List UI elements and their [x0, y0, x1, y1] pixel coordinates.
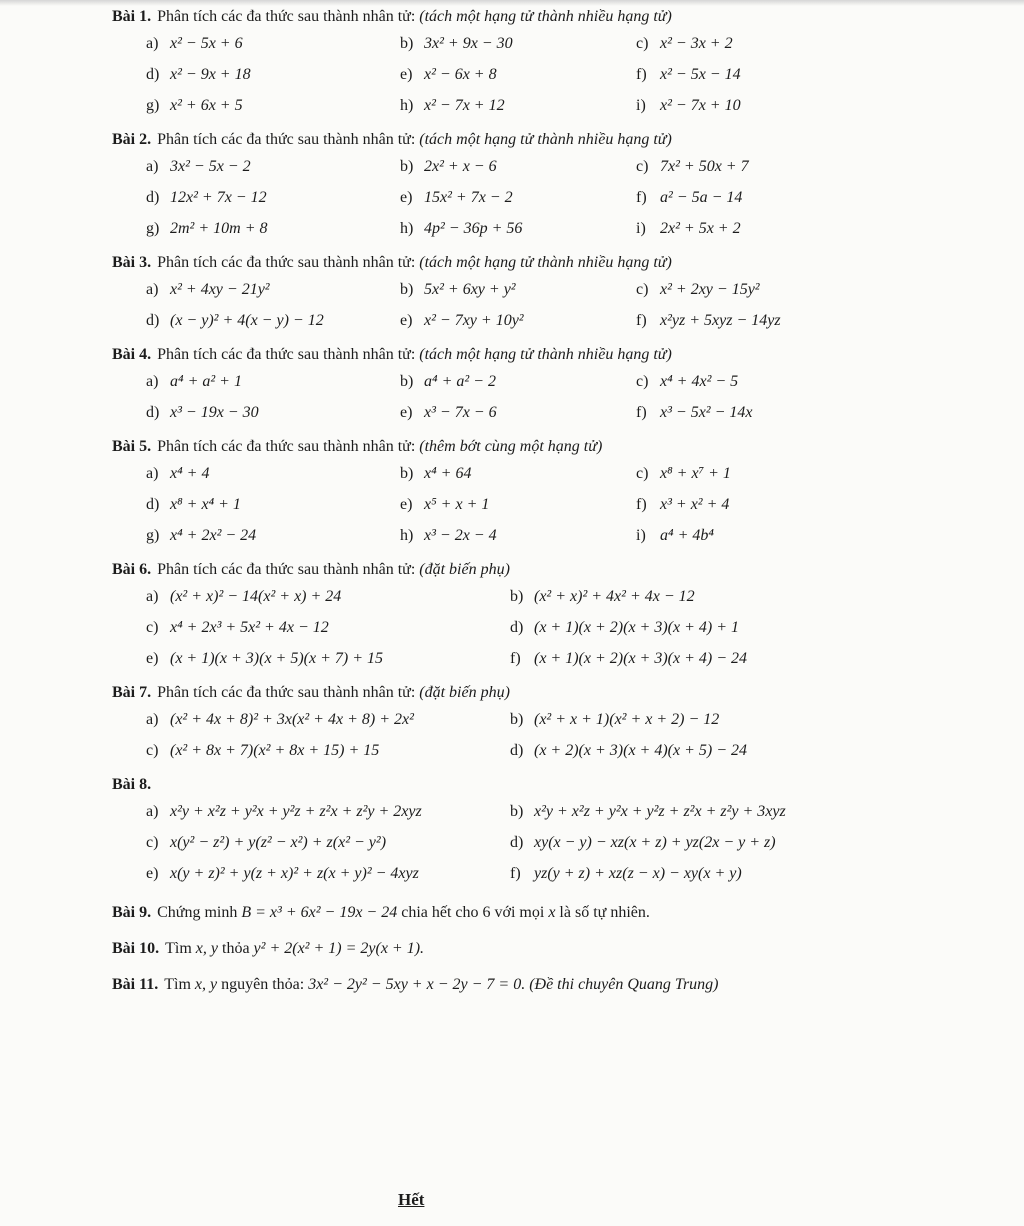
exercise-item	[400, 397, 497, 428]
exercise-label: c)	[146, 834, 159, 851]
exercise-label: g)	[146, 220, 160, 237]
exercise-item	[510, 612, 739, 643]
problem-note: (đặt biến phụ)	[419, 561, 510, 578]
exercise-label: b)	[400, 465, 414, 482]
section-gap	[112, 121, 912, 129]
exercise-label: e)	[400, 496, 413, 513]
exercise-item	[146, 59, 251, 90]
exercise-label: c)	[636, 465, 649, 482]
exercise-label: c)	[146, 742, 159, 759]
exercise-item	[510, 735, 747, 766]
problem-text: chia hết cho 6 với mọi	[397, 904, 549, 921]
exercise-grid	[112, 704, 912, 766]
exercise-expression: a² − 5a − 14	[660, 189, 743, 206]
exercise-row	[112, 643, 912, 674]
exercise-expression: x² − 7x + 10	[660, 97, 741, 114]
problem-instruction: Phân tích các đa thức sau thành nhân tử:	[157, 346, 420, 363]
exercise-item	[400, 182, 513, 213]
exercise-expression: 2x² + x − 6	[424, 158, 497, 175]
exercise-row	[112, 151, 912, 182]
exercise-item	[510, 581, 695, 612]
exercise-label: h)	[400, 527, 414, 544]
exercise-row	[112, 858, 912, 889]
problem-block	[112, 252, 912, 344]
exercise-label: f)	[636, 496, 647, 513]
problem-header	[112, 559, 912, 581]
exercise-expression: (x + 1)(x + 2)(x + 3)(x + 4) + 1	[534, 619, 740, 636]
exercise-item	[146, 458, 209, 489]
problem-text: Tìm	[165, 940, 196, 957]
exercise-item	[146, 827, 386, 858]
exercise-label: g)	[146, 527, 160, 544]
exercise-item	[636, 90, 741, 121]
problem-header	[112, 252, 912, 274]
exercise-label: f)	[636, 404, 647, 421]
exercise-row	[112, 366, 912, 397]
problem-instruction: Phân tích các đa thức sau thành nhân tử:	[157, 254, 420, 271]
exercise-item	[400, 59, 497, 90]
exercise-row	[112, 581, 912, 612]
exercise-expression: x²y + x²z + y²x + y²z + z²x + z²y + 3xyz	[534, 803, 786, 820]
exercise-expression: (x − y)² + 4(x − y) − 12	[170, 312, 324, 329]
exercise-label: d)	[146, 66, 160, 83]
exercise-label: d)	[146, 496, 160, 513]
section-gap	[112, 428, 912, 436]
exercise-expression: x⁸ + x⁷ + 1	[660, 465, 731, 482]
exercise-label: b)	[400, 373, 414, 390]
exercise-expression: x² − 9x + 18	[170, 66, 251, 83]
exercise-expression: x² + 6x + 5	[170, 97, 243, 114]
exercise-label: d)	[510, 619, 524, 636]
exercise-row	[112, 489, 912, 520]
exercise-row	[112, 59, 912, 90]
problem-note: (đặt biến phụ)	[419, 684, 510, 701]
problem-header	[112, 6, 912, 28]
exercise-item	[146, 489, 241, 520]
problem-block	[112, 682, 912, 774]
exercise-expression: x² − 5x − 14	[660, 66, 741, 83]
exercise-row	[112, 90, 912, 121]
exercise-expression: (x + 2)(x + 3)(x + 4)(x + 5) − 24	[534, 742, 748, 759]
exercise-label: i)	[636, 527, 646, 544]
exercise-label: d)	[146, 189, 160, 206]
exercise-label: a)	[146, 373, 159, 390]
problem-label: Bài 6.	[112, 561, 152, 578]
exercise-expression: 2m² + 10m + 8	[170, 220, 268, 237]
problem-expression: y² + 2(x² + 1) = 2y(x + 1).	[253, 940, 425, 957]
exercise-expression: x³ + x² + 4	[660, 496, 730, 513]
problem-label: Bài 10.	[112, 940, 160, 957]
exercise-expression: (x² + x + 1)(x² + x + 2) − 12	[534, 711, 720, 728]
exercise-row	[112, 274, 912, 305]
exercise-expression: yz(y + z) + xz(z − x) − xy(x + y)	[534, 865, 742, 882]
exercise-expression: 7x² + 50x + 7	[660, 158, 749, 175]
exercise-expression: x² + 2xy − 15y²	[660, 281, 760, 298]
exercise-item	[146, 151, 251, 182]
exercise-expression: (x² + 4x + 8)² + 3x(x² + 4x + 8) + 2x²	[170, 711, 414, 728]
exercise-row	[112, 612, 912, 643]
exercise-expression: (x + 1)(x + 3)(x + 5)(x + 7) + 15	[170, 650, 384, 667]
exercise-item	[146, 28, 243, 59]
exercise-item	[400, 489, 489, 520]
exercise-label: b)	[400, 158, 414, 175]
problem-label: Bài 7.	[112, 684, 152, 701]
problem-header	[112, 436, 912, 458]
problem-block	[112, 559, 912, 682]
exercise-row	[112, 704, 912, 735]
exercise-expression: 15x² + 7x − 2	[424, 189, 513, 206]
problem-label: Bài 5.	[112, 438, 152, 455]
exercise-expression: x²y + x²z + y²x + y²z + z²x + z²y + 2xyz	[170, 803, 422, 820]
exercise-grid	[112, 581, 912, 674]
exercise-label: b)	[400, 35, 414, 52]
exercise-item	[636, 458, 731, 489]
exercise-expression: x² − 7x + 12	[424, 97, 505, 114]
exercise-expression: 3x² + 9x − 30	[424, 35, 513, 52]
problem-label: Bài 8.	[112, 776, 152, 793]
exercise-label: b)	[510, 588, 524, 605]
exercise-label: a)	[146, 35, 159, 52]
exercise-item	[400, 305, 524, 336]
exercise-label: d)	[146, 312, 160, 329]
exercise-item	[146, 397, 259, 428]
exercise-label: e)	[146, 650, 159, 667]
exercise-item	[146, 213, 268, 244]
exercise-item	[146, 182, 267, 213]
section-gap	[112, 674, 912, 682]
exercise-item	[636, 28, 733, 59]
problem-header	[112, 344, 912, 366]
exercise-expression: x⁴ + 64	[424, 465, 472, 482]
exercise-label: b)	[510, 711, 524, 728]
exercise-item	[400, 274, 516, 305]
exercise-label: e)	[400, 404, 413, 421]
exercise-item	[636, 182, 742, 213]
problem-text: nguyên thỏa:	[217, 976, 309, 993]
exercise-row	[112, 397, 912, 428]
exercise-item	[510, 858, 742, 889]
section-gap	[112, 766, 912, 774]
problem-block	[112, 344, 912, 436]
exercise-label: i)	[636, 220, 646, 237]
problem-source-note: (Đề thi chuyên Quang Trung)	[525, 976, 719, 993]
exercise-item	[510, 643, 747, 674]
exercise-label: c)	[146, 619, 159, 636]
exercise-item	[510, 827, 776, 858]
exercise-label: c)	[636, 35, 649, 52]
exercise-expression: 4p² − 36p + 56	[424, 220, 523, 237]
exercise-expression: x⁴ + 2x³ + 5x² + 4x − 12	[170, 619, 329, 636]
exercise-expression: (x² + x)² + 4x² + 4x − 12	[534, 588, 695, 605]
exercise-item	[146, 520, 256, 551]
exercise-label: a)	[146, 588, 159, 605]
exercise-expression: x⁴ + 4	[170, 465, 210, 482]
exercise-expression: (x + 1)(x + 2)(x + 3)(x + 4) − 24	[534, 650, 748, 667]
exercise-item	[146, 305, 324, 336]
exercise-label: b)	[510, 803, 524, 820]
exercise-label: e)	[146, 865, 159, 882]
exercise-item	[146, 643, 383, 674]
problem-expression: B = x³ + 6x² − 19x − 24	[241, 904, 398, 921]
exercise-expression: x⁵ + x + 1	[424, 496, 490, 513]
exercise-grid	[112, 366, 912, 428]
exercise-item	[636, 489, 729, 520]
exercise-grid	[112, 28, 912, 121]
problem-label: Bài 9.	[112, 904, 152, 921]
problem-text: là số tự nhiên.	[555, 904, 650, 921]
exercise-item	[400, 366, 496, 397]
worksheet	[112, 6, 912, 1001]
problem-note: (tách một hạng tử thành nhiều hạng tử)	[419, 131, 672, 148]
exercise-label: h)	[400, 97, 414, 114]
exercise-row	[112, 458, 912, 489]
exercise-item	[146, 90, 243, 121]
exercise-expression: x² + 4xy − 21y²	[170, 281, 270, 298]
problem-block	[112, 436, 912, 559]
exercise-expression: x⁸ + x⁴ + 1	[170, 496, 241, 513]
exercise-row	[112, 735, 912, 766]
problem-text: Tìm	[164, 976, 195, 993]
problem-instruction: Phân tích các đa thức sau thành nhân tử:	[157, 684, 420, 701]
exercise-item	[400, 28, 513, 59]
exercise-label: f)	[636, 189, 647, 206]
exercise-expression: (x² + x)² − 14(x² + x) + 24	[170, 588, 342, 605]
exercise-label: e)	[400, 189, 413, 206]
exercise-expression: (x² + 8x + 7)(x² + 8x + 15) + 15	[170, 742, 380, 759]
exercise-item	[636, 366, 738, 397]
exercise-item	[400, 151, 497, 182]
problem-instruction: Phân tích các đa thức sau thành nhân tử:	[157, 561, 420, 578]
exercise-expression: xy(x − y) − xz(x + z) + yz(2x − y + z)	[534, 834, 776, 851]
exercise-label: a)	[146, 281, 159, 298]
exercise-row	[112, 305, 912, 336]
exercise-row	[112, 520, 912, 551]
exercise-item	[146, 735, 379, 766]
problem-text: thỏa	[218, 940, 254, 957]
problem-note: (tách một hạng tử thành nhiều hạng tử)	[419, 346, 672, 363]
problem-variables: x, y	[195, 940, 218, 957]
exercise-row	[112, 827, 912, 858]
exercise-expression: x⁴ + 2x² − 24	[170, 527, 257, 544]
exercise-expression: a⁴ + 4b⁴	[660, 527, 714, 544]
problem-note: (tách một hạng tử thành nhiều hạng tử)	[419, 8, 672, 25]
exercise-expression: x³ − 7x − 6	[424, 404, 497, 421]
problem-label: Bài 2.	[112, 131, 152, 148]
exercise-label: a)	[146, 803, 159, 820]
exercise-item	[636, 274, 760, 305]
exercise-row	[112, 796, 912, 827]
exercise-label: c)	[636, 373, 649, 390]
exercise-item	[636, 213, 741, 244]
problem-note: (tách một hạng tử thành nhiều hạng tử)	[419, 254, 672, 271]
problem-variable: x	[548, 904, 556, 921]
exercise-item	[636, 151, 749, 182]
exercise-label: f)	[636, 312, 647, 329]
exercise-row	[112, 213, 912, 244]
exercise-label: a)	[146, 711, 159, 728]
problem-block	[112, 129, 912, 252]
exercise-expression: x³ − 19x − 30	[170, 404, 259, 421]
exercise-expression: x² − 6x + 8	[424, 66, 497, 83]
exercise-item	[146, 366, 242, 397]
exercise-label: f)	[510, 865, 521, 882]
exercise-expression: x(y² − z²) + y(z² − x²) + z(x² − y²)	[170, 834, 387, 851]
problem-9	[112, 897, 912, 929]
exercise-label: e)	[400, 312, 413, 329]
exercise-label: i)	[636, 97, 646, 114]
exercise-item	[400, 213, 522, 244]
exercise-item	[146, 796, 422, 827]
exercise-expression: a⁴ + a² + 1	[170, 373, 242, 390]
exercise-label: h)	[400, 220, 414, 237]
exercise-expression: x³ − 5x² − 14x	[660, 404, 753, 421]
exercise-expression: x² − 3x + 2	[660, 35, 733, 52]
section-gap	[112, 336, 912, 344]
exercise-expression: x⁴ + 4x² − 5	[660, 373, 739, 390]
problem-10	[112, 933, 912, 965]
exercise-grid	[112, 151, 912, 244]
exercise-grid	[112, 458, 912, 551]
problem-instruction: Phân tích các đa thức sau thành nhân tử:	[157, 438, 420, 455]
exercise-item	[400, 520, 497, 551]
section-gap	[112, 551, 912, 559]
exercise-item	[146, 612, 329, 643]
exercise-expression: a⁴ + a² − 2	[424, 373, 496, 390]
problem-variables: x, y	[194, 976, 218, 993]
exercise-item	[146, 274, 270, 305]
exercise-label: f)	[510, 650, 521, 667]
problem-header	[112, 682, 912, 704]
exercise-label: g)	[146, 97, 160, 114]
exercise-label: a)	[146, 465, 159, 482]
problem-header	[112, 774, 912, 796]
exercise-label: d)	[146, 404, 160, 421]
problem-block	[112, 774, 912, 897]
exercise-item	[636, 305, 781, 336]
problem-header	[112, 129, 912, 151]
exercise-expression: x² − 7xy + 10y²	[424, 312, 524, 329]
exercise-row	[112, 182, 912, 213]
exercise-expression: 5x² + 6xy + y²	[424, 281, 516, 298]
section-gap	[112, 244, 912, 252]
exercise-expression: x²yz + 5xyz − 14yz	[660, 312, 781, 329]
exercise-expression: 2x² + 5x + 2	[660, 220, 741, 237]
exercise-item	[636, 397, 753, 428]
exercise-item	[400, 90, 505, 121]
problem-expression: 3x² − 2y² − 5xy + x − 2y − 7 = 0.	[308, 976, 526, 993]
problem-text: Chứng minh	[157, 904, 242, 921]
problem-note: (thêm bớt cùng một hạng tử)	[419, 438, 603, 455]
section-gap	[112, 889, 912, 897]
problem-label: Bài 1.	[112, 8, 152, 25]
exercise-item	[636, 59, 741, 90]
exercise-label: d)	[510, 834, 524, 851]
exercise-row	[112, 28, 912, 59]
exercise-label: c)	[636, 281, 649, 298]
exercise-expression: 12x² + 7x − 12	[170, 189, 267, 206]
problem-instruction: Phân tích các đa thức sau thành nhân tử:	[157, 131, 420, 148]
problem-instruction: Phân tích các đa thức sau thành nhân tử:	[157, 8, 420, 25]
exercise-label: d)	[510, 742, 524, 759]
problem-label: Bài 3.	[112, 254, 152, 271]
exercise-item	[146, 581, 341, 612]
exercise-item	[146, 858, 419, 889]
exercise-item	[146, 704, 414, 735]
exercise-expression: x³ − 2x − 4	[424, 527, 497, 544]
exercise-item	[510, 796, 786, 827]
exercise-expression: x² − 5x + 6	[170, 35, 243, 52]
exercise-label: e)	[400, 66, 413, 83]
exercise-grid	[112, 796, 912, 889]
exercise-label: a)	[146, 158, 159, 175]
end-marker: Hết	[398, 1190, 425, 1209]
exercise-grid	[112, 274, 912, 336]
exercise-expression: 3x² − 5x − 2	[170, 158, 251, 175]
exercise-item	[510, 704, 719, 735]
exercise-item	[400, 458, 471, 489]
exercise-expression: x(y + z)² + y(z + x)² + z(x + y)² − 4xyz	[170, 865, 419, 882]
exercise-label: b)	[400, 281, 414, 298]
problem-block	[112, 6, 912, 129]
problem-label: Bài 11.	[112, 976, 159, 993]
exercise-label: c)	[636, 158, 649, 175]
problem-11	[112, 969, 912, 1001]
problem-label: Bài 4.	[112, 346, 152, 363]
exercise-label: f)	[636, 66, 647, 83]
exercise-item	[636, 520, 714, 551]
